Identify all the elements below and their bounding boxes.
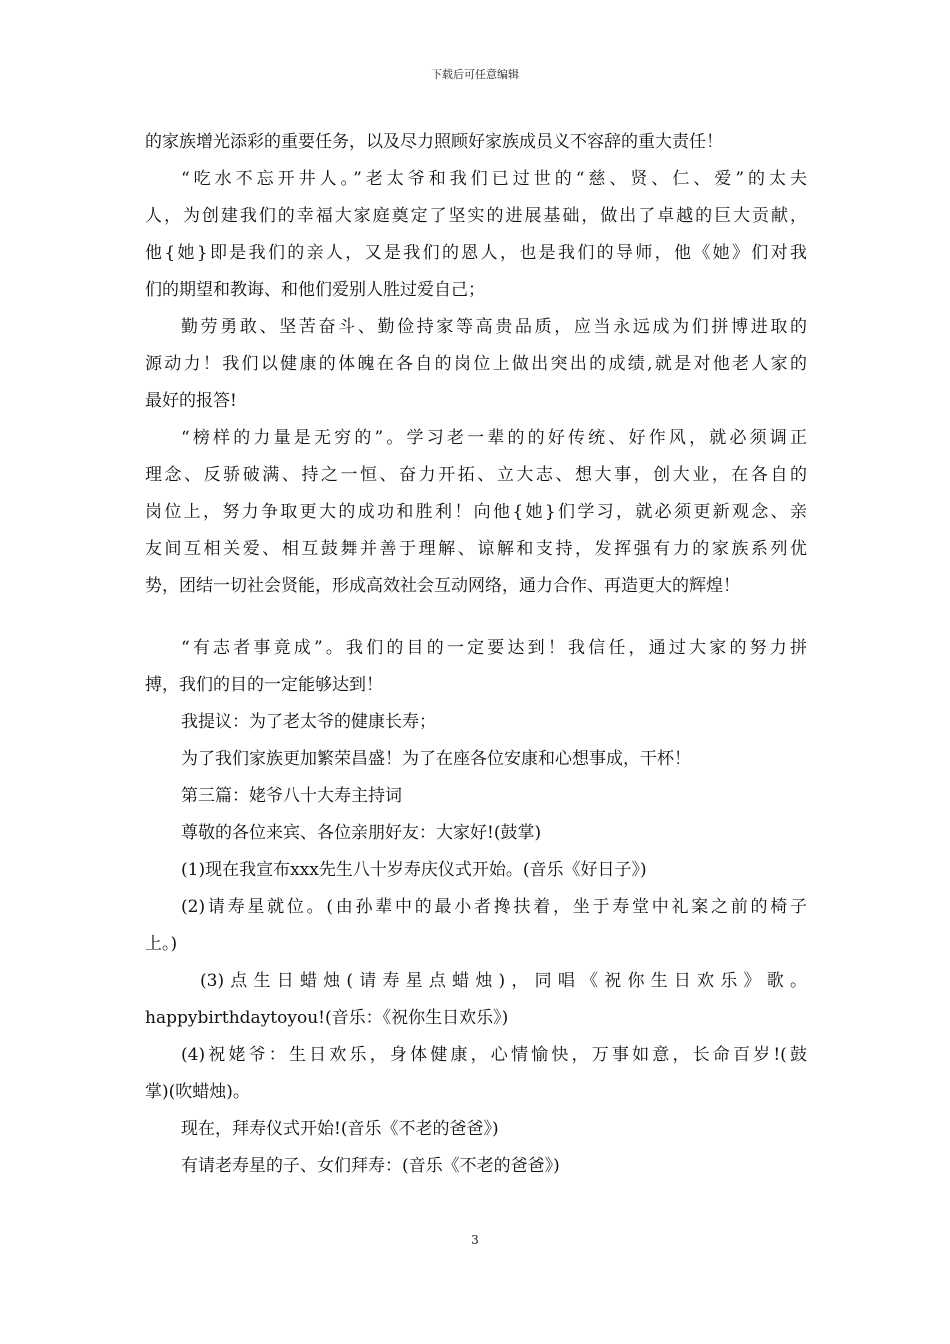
- paragraph-line: 岗位上，努力争取更大的成功和胜利！向他{她}们学习，就必须更新观念、亲: [145, 502, 807, 522]
- paragraph-line: “有志者事竟成”。我们的目的一定要达到！我信任，通过大家的努力拼: [181, 638, 807, 658]
- paragraph-line: 的家族增光添彩的重要任务，以及尽力照顾好家族成员义不容辞的重大责任！: [145, 132, 723, 152]
- paragraph: [145, 704, 807, 741]
- paragraph: [145, 741, 807, 778]
- page-header: 下载后可任意编辑: [431, 68, 519, 81]
- paragraph: [145, 889, 807, 963]
- document-body: [145, 124, 807, 1185]
- paragraph-line: 掌)(吹蜡烛)。: [145, 1082, 250, 1102]
- paragraph-line: 源动力！我们以健康的体魄在各自的岗位上做出突出的成绩,就是对他老人家的: [145, 354, 807, 374]
- paragraph: [145, 1111, 807, 1148]
- paragraph-line: 搏，我们的目的一定能够达到！: [145, 675, 383, 695]
- paragraph-line: 现在，拜寿仪式开始!(音乐《不老的爸爸》): [181, 1119, 499, 1139]
- paragraph: [145, 963, 807, 1037]
- paragraph-line: 勤劳勇敢、坚苦奋斗、勤俭持家等高贵品质，应当永远成为们拼博进取的: [181, 317, 807, 337]
- paragraph: [145, 778, 807, 815]
- paragraph-line: 上。): [145, 934, 178, 954]
- paragraph: [145, 852, 807, 889]
- paragraph: [145, 161, 807, 309]
- paragraph: [145, 124, 807, 161]
- paragraph: [145, 1148, 807, 1185]
- paragraph-line: 友间互相关爱、相互鼓舞并善于理解、谅解和支持，发挥强有力的家族系列优: [145, 539, 807, 559]
- page-number: 3: [471, 1233, 479, 1247]
- paragraph-line: (2)请寿星就位。(由孙辈中的最小者搀扶着，坐于寿堂中礼案之前的椅子: [181, 897, 807, 917]
- paragraph-line: (3)点生日蜡烛(请寿星点蜡烛)，同唱《祝你生日欢乐》歌。: [200, 971, 807, 991]
- paragraph-line: “榜样的力量是无穷的”。学习老一辈的的好传统、好作风，就必须调正: [181, 428, 807, 448]
- paragraph-line: 理念、反骄破满、持之一恒、奋力开拓、立大志、想大事，创大业，在各自的: [145, 465, 807, 485]
- paragraph-line: 最好的报答!: [145, 391, 237, 411]
- paragraph-line: (4)祝姥爷：生日欢乐，身体健康，心情愉快，万事如意，长命百岁!(鼓: [181, 1045, 807, 1065]
- paragraph-line: 势，团结一切社会贤能，形成高效社会互动网络，通力合作、再造更大的辉煌！: [145, 576, 740, 596]
- paragraph: [145, 630, 807, 704]
- paragraph: [145, 815, 807, 852]
- paragraph-line: 第三篇：姥爷八十大寿主持词: [181, 786, 402, 806]
- paragraph-line: (1)现在我宣布xxx先生八十岁寿庆仪式开始。(音乐《好日子》): [181, 860, 647, 880]
- paragraph-line: 我提议：为了老太爷的健康长寿；: [181, 712, 436, 732]
- paragraph-line: 他{她}即是我们的亲人，又是我们的恩人，也是我们的导师，他《她》们对我: [145, 243, 807, 263]
- paragraph: [145, 1037, 807, 1111]
- paragraph-line: 们的期望和教诲、和他们爱别人胜过爱自己；: [145, 280, 485, 300]
- paragraph-line: happybirthdaytoyou!(音乐：《祝你生日欢乐》): [145, 1008, 509, 1028]
- paragraph-gap: [145, 605, 807, 630]
- paragraph-line: 尊敬的各位来宾、各位亲朋好友：大家好!(鼓掌): [181, 823, 542, 843]
- paragraph-line: 为了我们家族更加繁荣昌盛！为了在座各位安康和心想事成，干杯！: [181, 749, 691, 769]
- paragraph-line: “吃水不忘开井人。”老太爷和我们已过世的“慈、贤、仁、爱”的太夫: [181, 169, 807, 189]
- paragraph-line: 有请老寿星的子、女们拜寿：(音乐《不老的爸爸》): [181, 1156, 560, 1176]
- paragraph: [145, 309, 807, 420]
- paragraph-line: 人，为创建我们的幸福大家庭奠定了坚实的进展基础，做出了卓越的巨大贡献，: [145, 206, 807, 226]
- paragraph: [145, 420, 807, 605]
